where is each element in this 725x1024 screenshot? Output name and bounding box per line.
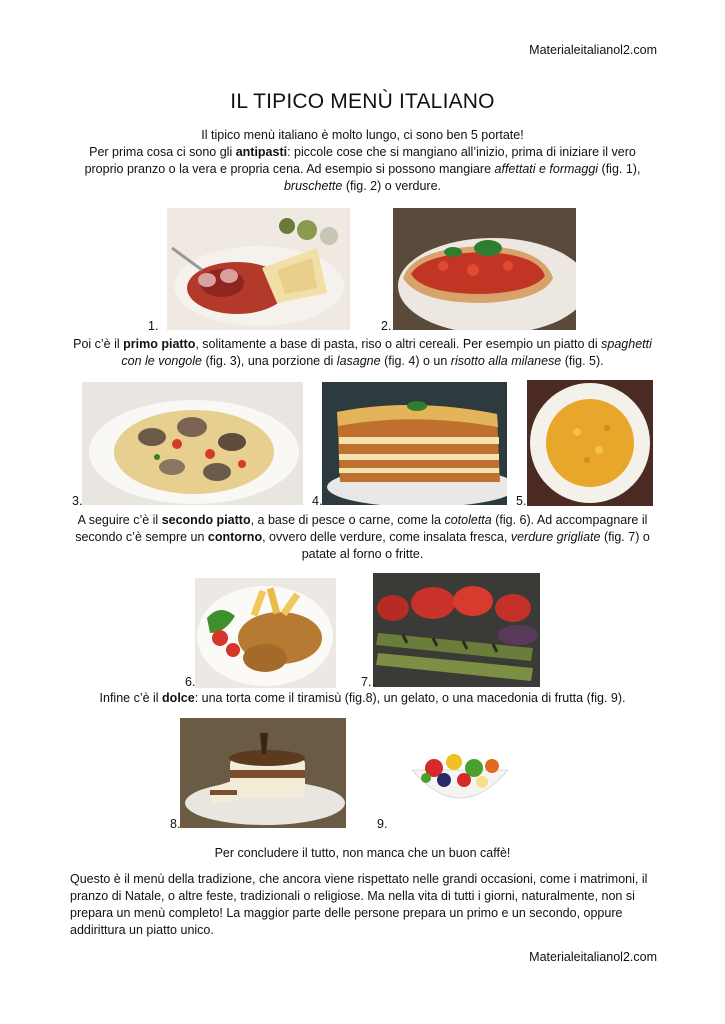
figure-number: 9. (377, 817, 388, 831)
macedonia-photo (404, 738, 516, 816)
secondo-paragraph: A seguire c’è il secondo piatto, a base di pesce o carne, come la cotoletta (fig. 6). Ad accompagnare il secondo c’è sempre un contorno, ovvero delle verdure, come insalata fresca, verdure grigliate (fig. 7) o patate al forno o fritte. (75, 513, 650, 561)
figure-number: 7. (361, 675, 372, 689)
figure-number: 1. (148, 319, 159, 333)
figure-row-dolci (0, 712, 725, 842)
closing-paragraph: Questo è il menù della tradizione, che ancora viene rispettato nelle grandi occasioni, come i matrimoni, il pranzo di Natale, o altre feste, tradizionali o religiose. Ma nella vita di tutti i giorni, naturalmente, non si prepara un menù completo! La maggior parte delle persone prepara un primo e un secondo, oppure addirittura un piatto unico. (70, 872, 648, 937)
page-title: IL TIPICO MENÙ ITALIANO (230, 90, 495, 113)
intro-paragraph: Il tipico menù italiano è molto lungo, ci sono ben 5 portate! Per prima cosa ci sono gli antipasti: piccole cose che si mangiano all’inizio, prima di iniziare il vero proprio pranzo o la vera e propria cena. Ad esempio si possono mangiare affettati e formaggi (fig. 1), bruschette (fig. 2) o verdure. (84, 128, 641, 193)
site-name-footer: Materialeitalianol2.com (529, 950, 657, 964)
figure-row-primi (0, 378, 725, 508)
figure-number: 2. (381, 319, 392, 333)
spaghetti-vongole-photo (82, 382, 303, 505)
risotto-milanese-photo (527, 380, 653, 506)
bruschette-photo (393, 208, 576, 330)
site-name-header: Materialeitalianol2.com (529, 43, 657, 57)
figure-number: 8. (170, 817, 181, 831)
primo-paragraph: Poi c’è il primo piatto, solitamente a base di pasta, riso o altri cereali. Per esempio un piatto di spaghetti con le vongole (fig. 3), una porzione di lasagne (fig. 4) o un risotto alla milanese (fig. 5). (73, 337, 652, 368)
verdure-grigliate-photo (373, 573, 540, 687)
cotoletta-photo (195, 578, 336, 688)
figure-number: 5. (516, 494, 527, 508)
dolce-paragraph: Infine c’è il dolce: una torta come il tiramisù (fig.8), un gelato, o una macedonia di frutta (fig. 9). (99, 691, 626, 705)
figure-row-secondi (0, 572, 725, 702)
figure-row-antipasti (0, 206, 725, 336)
tiramisu-photo (180, 718, 346, 828)
caffe-line: Per concludere il tutto, non manca che un buon caffè! (214, 846, 511, 860)
affettati-formaggi-photo (167, 208, 350, 330)
figure-number: 3. (72, 494, 83, 508)
lasagne-photo (322, 382, 507, 505)
figure-number: 4. (312, 494, 323, 508)
figure-number: 6. (185, 675, 196, 689)
